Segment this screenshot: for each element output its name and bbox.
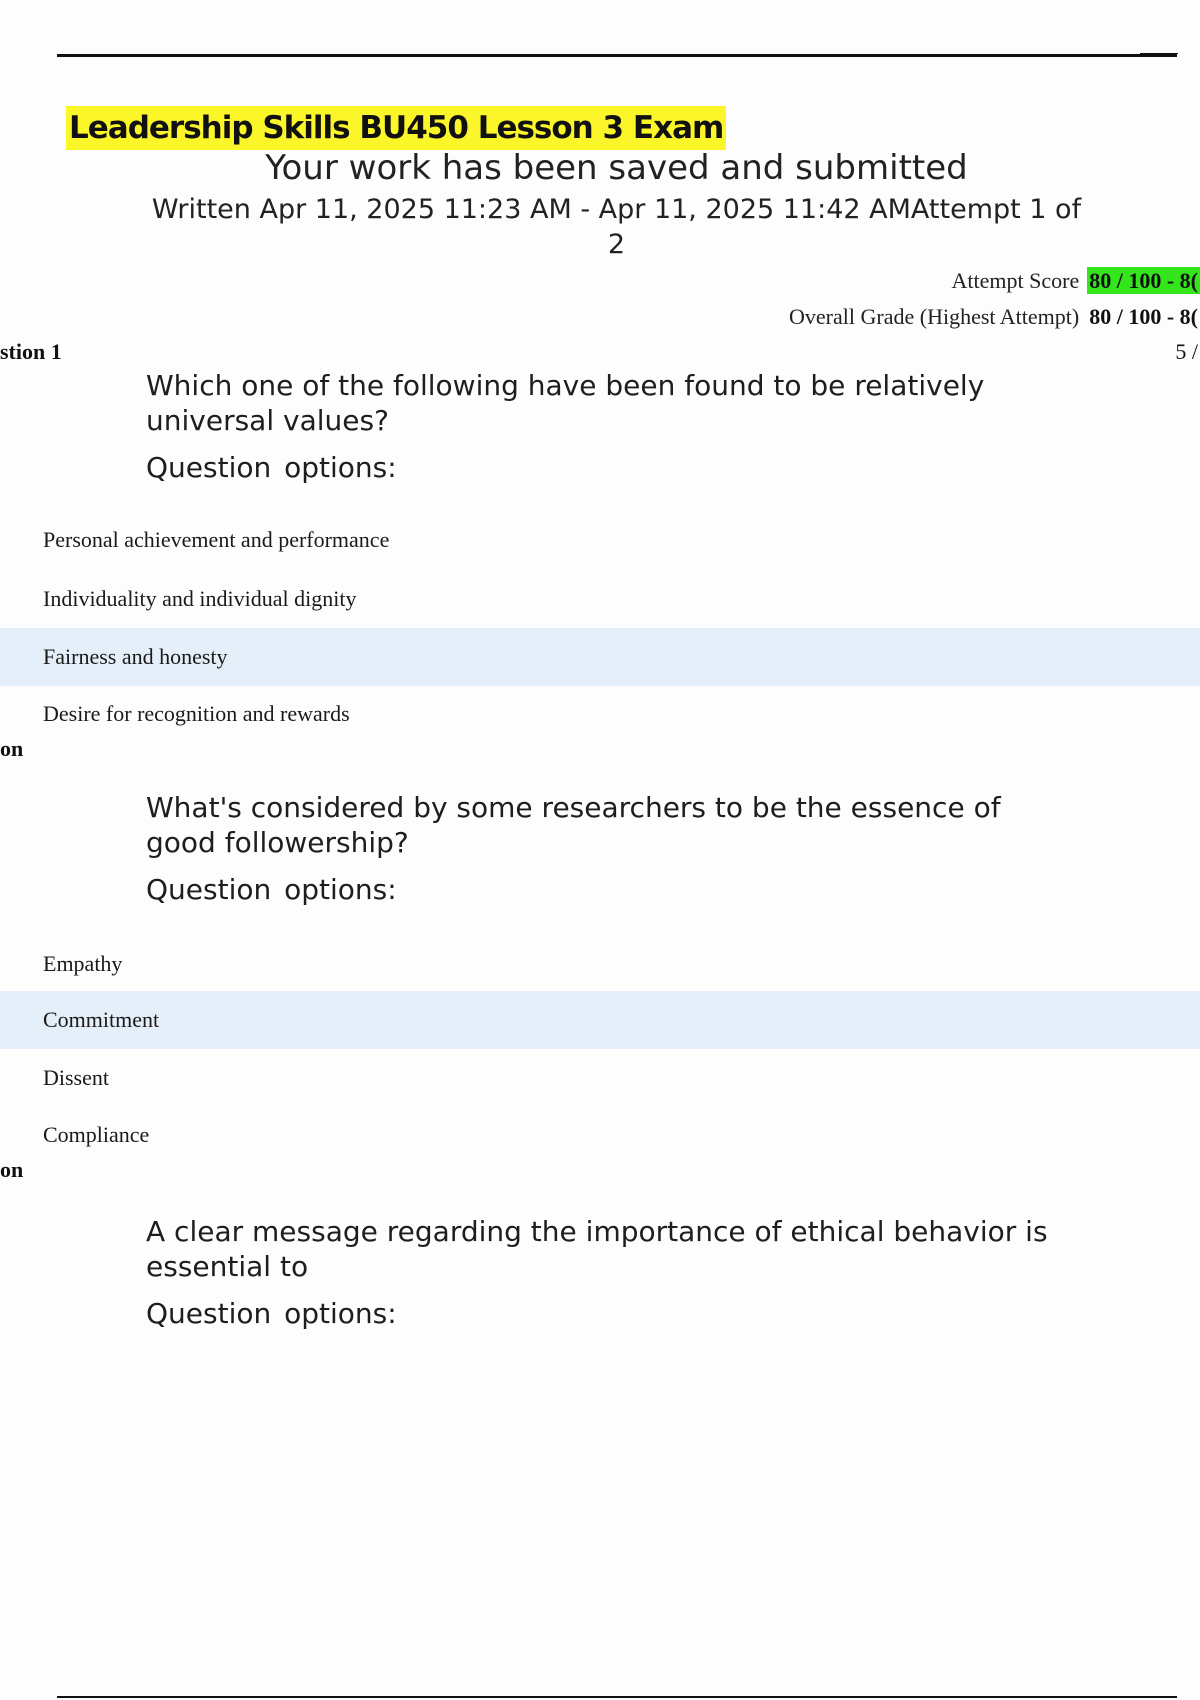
- question-2-header: on: [0, 736, 24, 761]
- attempt-timestamp: [0, 192, 1200, 262]
- question-2-text: What's considered by some researchers to be the essence of good followership?: [146, 791, 1001, 859]
- question-1-option: Personal achievement and performance: [43, 527, 390, 552]
- overall-grade-row: [789, 304, 1200, 330]
- attempt-timestamp-line-2: 2: [607, 229, 626, 260]
- question-2-option-selected: Commitment: [0, 991, 1200, 1049]
- overall-grade-label: Overall Grade (Highest Attempt): [789, 304, 1080, 329]
- overall-grade-value: 80 / 100 - 8(: [1089, 304, 1198, 329]
- question-1-option: Desire for recognition and rewards: [43, 701, 350, 726]
- question-2-options-label: Question options:: [146, 873, 397, 906]
- submission-status: Your work has been saved and submitted: [265, 148, 968, 188]
- question-1-header: stion 1: [0, 339, 62, 364]
- question-1-option-selected: Fairness and honesty: [0, 628, 1200, 686]
- question-3-header: on: [0, 1157, 24, 1182]
- exam-title: Leadership Skills BU450 Lesson 3 Exam: [66, 106, 726, 150]
- question-3-options-label: Question options:: [146, 1297, 397, 1330]
- top-rule: [57, 54, 1177, 57]
- question-2-option: Dissent: [43, 1065, 109, 1090]
- question-1-options-label: Question options:: [146, 451, 397, 484]
- attempt-score-value: 80 / 100 - 8(: [1089, 268, 1198, 293]
- question-1-text: Which one of the following have been found to be relatively universal values?: [146, 369, 985, 437]
- question-3-text: A clear message regarding the importance of ethical behavior is essential to: [146, 1215, 1048, 1283]
- question-2-option: Empathy: [43, 951, 123, 976]
- attempt-timestamp-line-1: Written Apr 11, 2025 11:23 AM - Apr 11, 2025 11:42 AMAttempt 1 of: [151, 194, 1082, 225]
- bottom-rule: [57, 1696, 1177, 1698]
- top-rule-extension: [1140, 53, 1178, 54]
- question-1-option: Individuality and individual dignity: [43, 586, 357, 611]
- question-1-points: 5 /: [1175, 339, 1198, 364]
- question-2-option: Compliance: [43, 1122, 150, 1147]
- attempt-score-label: Attempt Score: [951, 268, 1080, 293]
- attempt-score-row: [952, 268, 1200, 294]
